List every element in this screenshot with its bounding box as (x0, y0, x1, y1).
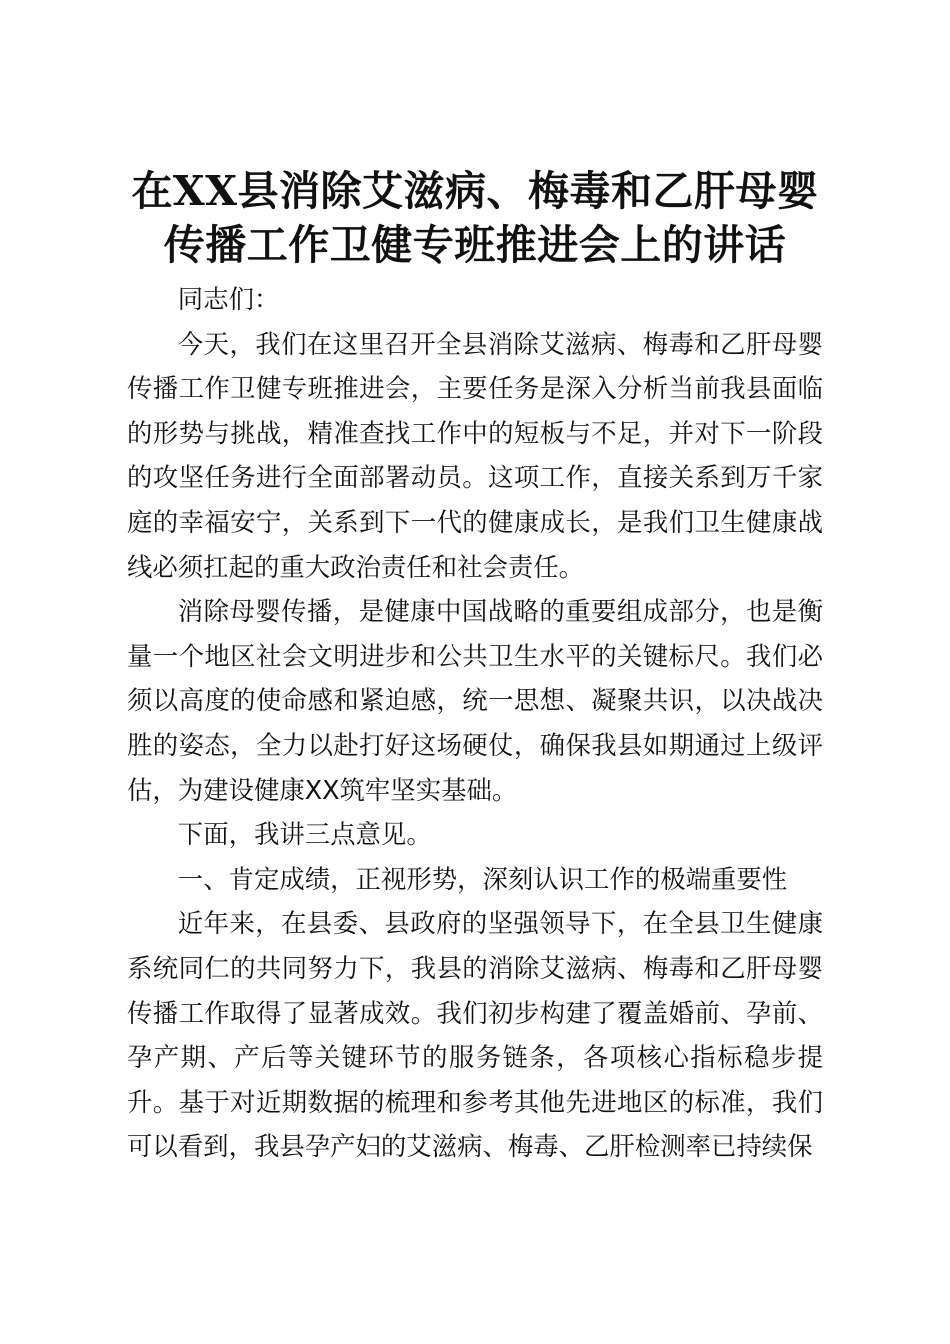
document-body (127, 277, 823, 1169)
paragraph-significance: 消除母婴传播，是健康中国战略的重要组成部分，也是衡量一个地区社会文明进步和公共卫生水平的关键标尺。我们必须以高度的使命感和紧迫感，统一思想、凝聚共识，以决战决胜的姿态，全力以赴打好这场硬仗，确保我县如期通过上级评估，为建设健康XX筑牢坚实基础。 (127, 596, 823, 805)
salutation: 同志们： (177, 284, 280, 314)
document-title (100, 164, 850, 272)
section-heading-1: 一、肯定成绩，正视形势，深刻认识工作的极端重要性 (177, 863, 788, 894)
paragraph-transition: 下面，我讲三点意见。 (177, 819, 432, 850)
title-line-1: 在XX县消除艾滋病、梅毒和乙肝母婴 (131, 167, 819, 215)
paragraph-achievements: 近年来，在县委、县政府的坚强领导下，在全县卫生健康系统同仁的共同努力下，我县的消除艾滋病、梅毒和乙肝母婴传播工作取得了显著成效。我们初步构建了覆盖婚前、孕前、孕产期、产后等关键环节的服务链条，各项核心指标稳步提升。基于对近期数据的梳理和参考其他先进地区的标准，我们可以看到，我县孕产妇的艾滋病、梅毒、乙肝检测率已持续保 (127, 908, 823, 1162)
paragraph-opening: 今天，我们在这里召开全县消除艾滋病、梅毒和乙肝母婴传播工作卫健专班推进会，主要任务是深入分析当前我县面临的形势与挑战，精准查找工作中的短板与不足，并对下一阶段的攻坚任务进行全面部署动员。这项工作，直接关系到万千家庭的幸福安宁，关系到下一代的健康成长，是我们卫生健康战线必须扛起的重大政治责任和社会责任。 (127, 328, 823, 582)
title-line-2: 传播工作卫健专班推进会上的讲话 (163, 221, 787, 269)
